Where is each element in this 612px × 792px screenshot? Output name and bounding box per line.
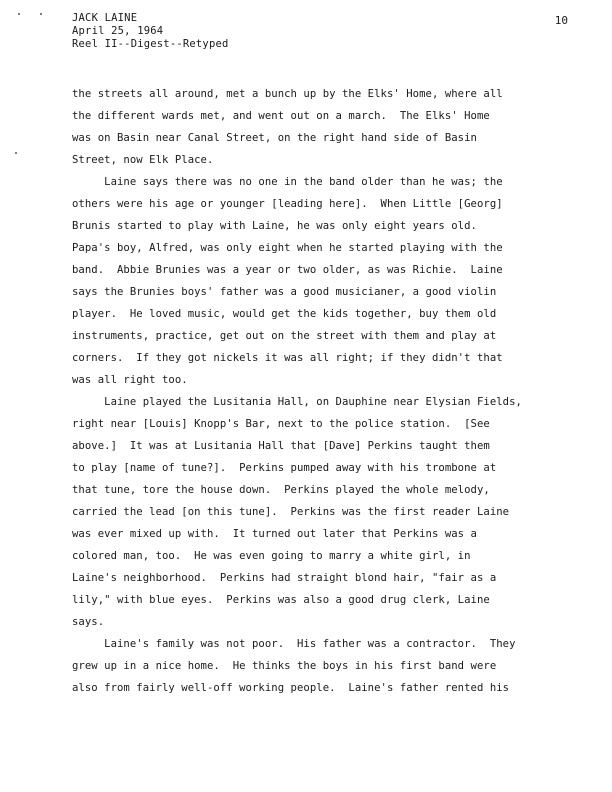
text-line: Papa's boy, Alfred, was only eight when he started playing with the	[72, 242, 503, 254]
text-line: colored man, too. He was even going to marry a white girl, in	[72, 550, 471, 562]
text-line: others were his age or younger [leading here]. When Little [Georg]	[72, 198, 503, 210]
text-line: also from fairly well-off working people. Laine's father rented his	[72, 682, 510, 694]
transcript-body	[72, 83, 564, 699]
text-line: lily," with blue eyes. Perkins was also a good drug clerk, Laine	[72, 594, 490, 606]
text-line: corners. If they got nickels it was all right; if they didn't that	[72, 352, 503, 364]
margin-speck	[15, 152, 17, 154]
margin-speck	[40, 13, 42, 15]
text-line: says.	[72, 616, 105, 628]
text-line: Laine's family was not poor. His father was a contractor. They	[72, 638, 516, 650]
text-line: the different wards met, and went out on a march. The Elks' Home	[72, 110, 490, 122]
text-line: was all right too.	[72, 374, 188, 386]
header-reel: Reel II--Digest--Retyped	[72, 38, 229, 50]
text-line: grew up in a nice home. He thinks the boys in his first band were	[72, 660, 497, 672]
text-line: Laine played the Lusitania Hall, on Dauphine near Elysian Fields,	[72, 396, 522, 408]
text-line: was on Basin near Canal Street, on the right hand side of Basin	[72, 132, 477, 144]
text-line: carried the lead [on this tune]. Perkins was the first reader Laine	[72, 506, 510, 518]
text-line: player. He loved music, would get the kids together, buy them old	[72, 308, 497, 320]
text-line: says the Brunies boys' father was a good musicianer, a good violin	[72, 286, 497, 298]
text-line: instruments, practice, get out on the street with them and play at	[72, 330, 497, 342]
text-line: was ever mixed up with. It turned out later that Perkins was a	[72, 528, 477, 540]
text-line: Brunis started to play with Laine, he was only eight years old.	[72, 220, 477, 232]
header-date: April 25, 1964	[72, 25, 164, 37]
document-header	[72, 12, 229, 51]
text-line: Street, now Elk Place.	[72, 154, 214, 166]
text-line: to play [name of tune?]. Perkins pumped away with his trombone at	[72, 462, 497, 474]
text-line: right near [Louis] Knopp's Bar, next to the police station. [See	[72, 418, 490, 430]
text-line: the streets all around, met a bunch up by the Elks' Home, where all	[72, 88, 503, 100]
text-line: above.] It was at Lusitania Hall that [Dave] Perkins taught them	[72, 440, 490, 452]
header-name: JACK LAINE	[72, 12, 138, 24]
page-number: 10	[554, 14, 568, 27]
margin-speck	[18, 13, 20, 15]
text-line: that tune, tore the house down. Perkins played the whole melody,	[72, 484, 490, 496]
text-line: Laine says there was no one in the band older than he was; the	[72, 176, 503, 188]
text-line: band. Abbie Brunies was a year or two older, as was Richie. Laine	[72, 264, 503, 276]
text-line: Laine's neighborhood. Perkins had straight blond hair, "fair as a	[72, 572, 497, 584]
